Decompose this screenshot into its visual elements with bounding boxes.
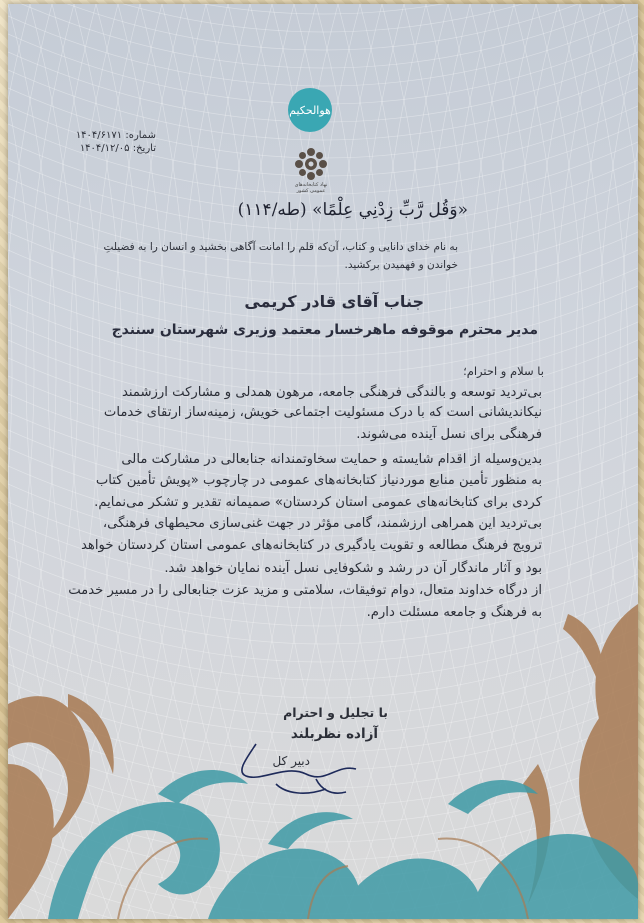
body-line: از درگاه خداوند متعال، دوام توفیقات، سلامتی و مزید عزت جنابعالی را در مسیر خدمت [68, 583, 542, 598]
body-line: کردی برای کتابخانه‌های عمومی استان کردستان» صمیمانه تقدیر و تشکر می‌نمایم. [94, 495, 542, 510]
certificate-paper [8, 4, 638, 919]
signatory-role: دبیر کل [272, 754, 310, 768]
greeting: با سلام و احترام؛ [463, 364, 544, 378]
recipient-name: جناب آقای قادر کریمی [244, 292, 424, 311]
body-line: ترویج فرهنگ مطالعه و تقویت یادگیری در کتابخانه‌های عمومی استان کردستان خواهد [80, 538, 542, 553]
invocation-line-1: به نام خدای دانایی و کتاب، آن‌که قلم را امانت آگاهی بخشید و انسان را به فضیلتِ [103, 241, 458, 253]
letter-date-label: تاریخ: [132, 143, 156, 154]
library-emblem-icon [291, 144, 331, 184]
letter-number [76, 130, 156, 141]
body-line: به فرهنگ و جامعه مسئلت دارم. [366, 605, 542, 620]
body-line: فرهنگی برای نسل آینده می‌شوند. [356, 427, 542, 442]
body-line: بی‌تردید این همراهی ارزشمند، گامی مؤثر در جهت غنی‌سازی محیطهای فرهنگی، [102, 516, 542, 531]
letter-number-value: ۱۴۰۴/۶۱۷۱ [75, 130, 123, 141]
body-line: بی‌تردید توسعه و بالندگی فرهنگی جامعه، مرهون همدلی و مشارکت ارزشمند [121, 385, 542, 400]
quran-verse: «وَقُل رَّبِّ زِدْنِي عِلْمًا» (طه/۱۱۴) [237, 200, 468, 220]
body-line: به منظور تأمین منابع موردنیاز کتابخانه‌های عمومی در چارچوب «پویش تأمین کتاب [95, 473, 542, 488]
letter-number-label: شماره: [125, 130, 156, 141]
letter-date-value: ۱۴۰۴/۱۲/۰۵ [79, 143, 130, 154]
emblem-caption: نهاد کتابخانه‌های عمومی کشور [294, 182, 328, 194]
body-line: بدین‌وسیله از اقدام شایسته و حمایت سخاوتمندانه جنابعالی در مشارکت مالی [121, 452, 542, 467]
signatory-name: آزاده نظربلند [290, 726, 378, 742]
closing-salutation: با تجلیل و احترام [283, 705, 388, 720]
handwritten-signature [216, 734, 386, 804]
body-line: نیکاندیشانی است که با درک مسئولیت اجتماعی خویش، زمینه‌ساز ارتقای خدمات [103, 405, 542, 420]
body-line: بود و آثار ماندگار آن در رشد و شکوفایی نسل آینده نمایان خواهد شد. [164, 561, 542, 576]
recipient-title: مدیر محترم موقوفه ماهرخسار معتمد وزیری شهرستان سنندج [111, 322, 538, 338]
invocation-line-2: خواندن و فهمیدن برکشید. [344, 259, 458, 271]
letter-date [80, 143, 156, 154]
organization-logo: هوالحکیم [288, 88, 332, 132]
